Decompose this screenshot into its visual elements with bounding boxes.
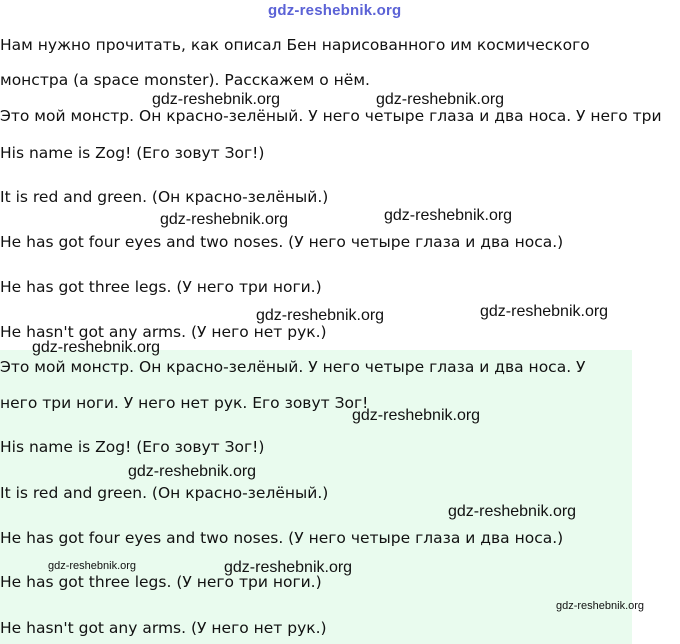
answer-sentence-5: He hasn't got any arms. (У него нет рук.): [0, 619, 327, 637]
watermark: gdz-reshebnik.org: [32, 339, 161, 356]
watermark: gdz-reshebnik.org: [376, 91, 505, 108]
watermark: gdz-reshebnik.org: [480, 303, 609, 320]
answer-sentence-3: He has got four eyes and two noses. (У него четыре глаза и два носа.): [0, 529, 564, 547]
watermark: gdz-reshebnik.org: [384, 207, 513, 224]
answer-sentence-4: He has got three legs. (У него три ноги.): [0, 573, 322, 591]
watermark: gdz-reshebnik.org: [352, 407, 481, 424]
sentence-2: It is red and green. (Он красно-зелёный.): [0, 188, 329, 206]
watermark-top: gdz-reshebnik.org: [268, 2, 402, 19]
intro-line-2: монстра (a space monster). Расскажем о нём.: [0, 71, 370, 89]
watermark: gdz-reshebnik.org: [224, 559, 353, 576]
watermark: gdz-reshebnik.org: [448, 503, 577, 520]
intro-line-3: Это мой монстр. Он красно-зелёный. У него четыре глаза и два носа. У него три: [0, 107, 662, 125]
answer-sentence-1: His name is Zog! (Его зовут Зог!): [0, 438, 265, 456]
answer-sentence-2: It is red and green. (Он красно-зелёный.): [0, 484, 329, 502]
watermark: gdz-reshebnik.org: [128, 463, 257, 480]
sentence-5: He hasn't got any arms. (У него нет рук.): [0, 323, 327, 341]
answer-line-2: него три ноги. У него нет рук. Его зовут Зог!: [0, 394, 369, 412]
sentence-1: His name is Zog! (Его зовут Зог!): [0, 144, 265, 162]
watermark: gdz-reshebnik.org: [152, 91, 281, 108]
answer-line-1: Это мой монстр. Он красно-зелёный. У него четыре глаза и два носа. У: [0, 358, 586, 376]
watermark: gdz-reshebnik.org: [160, 211, 289, 228]
watermark: gdz-reshebnik.org: [48, 560, 137, 572]
sentence-4: He has got three legs. (У него три ноги.): [0, 278, 322, 296]
watermark: gdz-reshebnik.org: [256, 307, 385, 324]
sentence-3: He has got four eyes and two noses. (У него четыре глаза и два носа.): [0, 233, 564, 251]
intro-line-1: Нам нужно прочитать, как описал Бен нарисованного им космического: [0, 36, 590, 54]
watermark: gdz-reshebnik.org: [556, 600, 645, 612]
